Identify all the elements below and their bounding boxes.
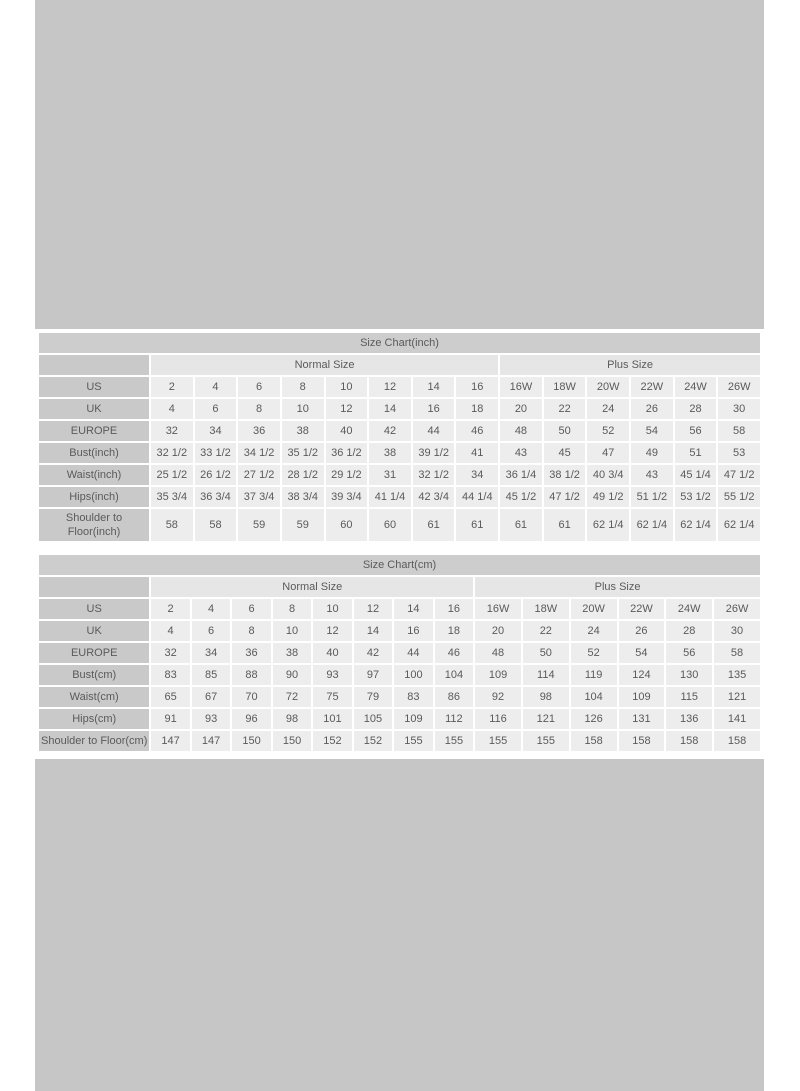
row-label: Bust(cm) xyxy=(39,665,149,685)
size-value-cell: 49 1/2 xyxy=(587,487,629,507)
size-value-cell: 6 xyxy=(195,399,237,419)
table-row xyxy=(39,421,760,441)
size-value-cell: 46 xyxy=(456,421,498,441)
size-value-cell: 34 xyxy=(195,421,237,441)
size-value-cell: 147 xyxy=(151,731,189,751)
size-value-cell: 38 xyxy=(282,421,324,441)
table-row xyxy=(39,465,760,485)
size-value-cell: 24 xyxy=(571,621,617,641)
size-value-cell: 34 1/2 xyxy=(238,443,280,463)
size-value-cell: 45 1/2 xyxy=(500,487,542,507)
size-value-cell: 53 xyxy=(718,443,760,463)
table-row xyxy=(39,687,760,707)
size-value-cell: 38 1/2 xyxy=(544,465,586,485)
size-value-cell: 8 xyxy=(232,621,270,641)
size-value-cell: 22W xyxy=(631,377,673,397)
size-value-cell: 26W xyxy=(714,599,760,619)
product-area-background xyxy=(35,0,764,1091)
size-value-cell: 45 xyxy=(544,443,586,463)
size-value-cell: 26 xyxy=(631,399,673,419)
size-value-cell: 115 xyxy=(666,687,712,707)
size-value-cell: 36 1/2 xyxy=(326,443,368,463)
row-label: EUROPE xyxy=(39,421,149,441)
size-value-cell: 16W xyxy=(475,599,521,619)
size-value-cell: 12 xyxy=(354,599,392,619)
size-value-cell: 30 xyxy=(714,621,760,641)
size-value-cell: 121 xyxy=(714,687,760,707)
table-title: Size Chart(cm) xyxy=(39,555,760,575)
size-value-cell: 61 xyxy=(500,509,542,541)
table-row xyxy=(39,487,760,507)
size-value-cell: 47 xyxy=(587,443,629,463)
size-value-cell: 147 xyxy=(192,731,230,751)
size-value-cell: 32 1/2 xyxy=(413,465,455,485)
size-value-cell: 16 xyxy=(456,377,498,397)
size-value-cell: 28 xyxy=(675,399,717,419)
size-value-cell: 51 xyxy=(675,443,717,463)
table-row xyxy=(39,709,760,729)
size-value-cell: 97 xyxy=(354,665,392,685)
size-value-cell: 40 3/4 xyxy=(587,465,629,485)
size-value-cell: 100 xyxy=(394,665,432,685)
size-value-cell: 155 xyxy=(523,731,569,751)
size-value-cell: 158 xyxy=(666,731,712,751)
size-value-cell: 4 xyxy=(151,621,189,641)
size-value-cell: 104 xyxy=(571,687,617,707)
size-value-cell: 130 xyxy=(666,665,712,685)
table-row xyxy=(39,443,760,463)
size-value-cell: 83 xyxy=(394,687,432,707)
size-value-cell: 12 xyxy=(369,377,411,397)
size-value-cell: 112 xyxy=(435,709,473,729)
table-row xyxy=(39,377,760,397)
size-value-cell: 58 xyxy=(714,643,760,663)
size-value-cell: 14 xyxy=(354,621,392,641)
size-value-cell: 83 xyxy=(151,665,189,685)
size-value-cell: 46 xyxy=(435,643,473,663)
size-value-cell: 116 xyxy=(475,709,521,729)
size-value-cell: 18 xyxy=(456,399,498,419)
size-value-cell: 14 xyxy=(394,599,432,619)
size-value-cell: 42 xyxy=(369,421,411,441)
size-value-cell: 30 xyxy=(718,399,760,419)
size-value-cell: 31 xyxy=(369,465,411,485)
size-value-cell: 98 xyxy=(523,687,569,707)
size-value-cell: 58 xyxy=(151,509,193,541)
size-chart-table-inch xyxy=(37,331,762,543)
size-value-cell: 22 xyxy=(523,621,569,641)
size-value-cell: 27 1/2 xyxy=(238,465,280,485)
size-value-cell: 40 xyxy=(326,421,368,441)
size-value-cell: 91 xyxy=(151,709,189,729)
size-value-cell: 136 xyxy=(666,709,712,729)
size-value-cell: 47 1/2 xyxy=(718,465,760,485)
table-row xyxy=(39,621,760,641)
size-value-cell: 38 3/4 xyxy=(282,487,324,507)
size-value-cell: 135 xyxy=(714,665,760,685)
size-value-cell: 12 xyxy=(313,621,351,641)
size-value-cell: 18W xyxy=(544,377,586,397)
size-value-cell: 141 xyxy=(714,709,760,729)
size-value-cell: 45 1/4 xyxy=(675,465,717,485)
size-value-cell: 10 xyxy=(313,599,351,619)
size-value-cell: 16W xyxy=(500,377,542,397)
size-value-cell: 52 xyxy=(571,643,617,663)
size-value-cell: 38 xyxy=(273,643,311,663)
size-value-cell: 58 xyxy=(718,421,760,441)
size-value-cell: 36 1/4 xyxy=(500,465,542,485)
size-value-cell: 28 xyxy=(666,621,712,641)
column-group-normal-size: Normal Size xyxy=(151,577,473,597)
size-value-cell: 65 xyxy=(151,687,189,707)
table-row xyxy=(39,665,760,685)
size-value-cell: 126 xyxy=(571,709,617,729)
size-value-cell: 32 1/2 xyxy=(151,443,193,463)
size-value-cell: 40 xyxy=(313,643,351,663)
size-value-cell: 36 3/4 xyxy=(195,487,237,507)
size-value-cell: 38 xyxy=(369,443,411,463)
size-value-cell: 24W xyxy=(675,377,717,397)
size-value-cell: 10 xyxy=(282,399,324,419)
size-value-cell: 155 xyxy=(394,731,432,751)
size-value-cell: 6 xyxy=(232,599,270,619)
size-value-cell: 6 xyxy=(192,621,230,641)
column-group-normal-size: Normal Size xyxy=(151,355,498,375)
size-value-cell: 24 xyxy=(587,399,629,419)
size-value-cell: 6 xyxy=(238,377,280,397)
size-value-cell: 86 xyxy=(435,687,473,707)
size-value-cell: 85 xyxy=(192,665,230,685)
size-value-cell: 51 1/2 xyxy=(631,487,673,507)
size-value-cell: 150 xyxy=(232,731,270,751)
size-value-cell: 54 xyxy=(619,643,665,663)
size-value-cell: 48 xyxy=(475,643,521,663)
size-value-cell: 96 xyxy=(232,709,270,729)
row-label: Waist(inch) xyxy=(39,465,149,485)
size-value-cell: 158 xyxy=(619,731,665,751)
size-value-cell: 22W xyxy=(619,599,665,619)
column-group-plus-size: Plus Size xyxy=(475,577,760,597)
size-value-cell: 8 xyxy=(273,599,311,619)
size-value-cell: 62 1/4 xyxy=(631,509,673,541)
row-label: UK xyxy=(39,621,149,641)
size-value-cell: 59 xyxy=(282,509,324,541)
row-label: Waist(cm) xyxy=(39,687,149,707)
size-value-cell: 93 xyxy=(192,709,230,729)
size-value-cell: 2 xyxy=(151,599,189,619)
size-value-cell: 109 xyxy=(475,665,521,685)
size-value-cell: 155 xyxy=(475,731,521,751)
size-value-cell: 67 xyxy=(192,687,230,707)
size-value-cell: 56 xyxy=(675,421,717,441)
size-value-cell: 105 xyxy=(354,709,392,729)
size-value-cell: 16 xyxy=(394,621,432,641)
size-value-cell: 52 xyxy=(587,421,629,441)
size-value-cell: 29 1/2 xyxy=(326,465,368,485)
size-value-cell: 90 xyxy=(273,665,311,685)
table-title: Size Chart(inch) xyxy=(39,333,760,353)
size-value-cell: 39 3/4 xyxy=(326,487,368,507)
size-value-cell: 61 xyxy=(544,509,586,541)
size-value-cell: 41 xyxy=(456,443,498,463)
column-group-row xyxy=(39,355,760,375)
size-value-cell: 62 1/4 xyxy=(718,509,760,541)
size-value-cell: 62 1/4 xyxy=(675,509,717,541)
size-value-cell: 53 1/2 xyxy=(675,487,717,507)
size-value-cell: 109 xyxy=(394,709,432,729)
size-value-cell: 18 xyxy=(435,621,473,641)
size-value-cell: 152 xyxy=(354,731,392,751)
size-value-cell: 59 xyxy=(238,509,280,541)
size-value-cell: 22 xyxy=(544,399,586,419)
size-value-cell: 121 xyxy=(523,709,569,729)
size-value-cell: 50 xyxy=(544,421,586,441)
size-value-cell: 101 xyxy=(313,709,351,729)
row-label: EUROPE xyxy=(39,643,149,663)
size-value-cell: 39 1/2 xyxy=(413,443,455,463)
size-value-cell: 155 xyxy=(435,731,473,751)
row-label: Hips(cm) xyxy=(39,709,149,729)
size-value-cell: 88 xyxy=(232,665,270,685)
table-row xyxy=(39,399,760,419)
size-value-cell: 36 xyxy=(232,643,270,663)
size-value-cell: 14 xyxy=(369,399,411,419)
size-value-cell: 119 xyxy=(571,665,617,685)
size-value-cell: 35 3/4 xyxy=(151,487,193,507)
size-value-cell: 50 xyxy=(523,643,569,663)
size-value-cell: 24W xyxy=(666,599,712,619)
size-value-cell: 70 xyxy=(232,687,270,707)
size-value-cell: 32 xyxy=(151,643,189,663)
corner-cell xyxy=(39,577,149,597)
size-value-cell: 2 xyxy=(151,377,193,397)
size-value-cell: 20W xyxy=(587,377,629,397)
row-label: Shoulder to Floor(cm) xyxy=(39,731,149,751)
row-label: US xyxy=(39,377,149,397)
size-value-cell: 131 xyxy=(619,709,665,729)
size-value-cell: 12 xyxy=(326,399,368,419)
size-value-cell: 109 xyxy=(619,687,665,707)
size-value-cell: 55 1/2 xyxy=(718,487,760,507)
size-value-cell: 43 xyxy=(500,443,542,463)
size-value-cell: 42 3/4 xyxy=(413,487,455,507)
size-value-cell: 56 xyxy=(666,643,712,663)
row-label: Shoulder to Floor(inch) xyxy=(39,509,149,541)
row-label: Hips(inch) xyxy=(39,487,149,507)
size-value-cell: 36 xyxy=(238,421,280,441)
size-value-cell: 93 xyxy=(313,665,351,685)
size-value-cell: 20W xyxy=(571,599,617,619)
table-row xyxy=(39,599,760,619)
size-value-cell: 8 xyxy=(282,377,324,397)
size-value-cell: 49 xyxy=(631,443,673,463)
size-value-cell: 16 xyxy=(435,599,473,619)
size-value-cell: 44 1/4 xyxy=(456,487,498,507)
column-group-row xyxy=(39,577,760,597)
size-value-cell: 16 xyxy=(413,399,455,419)
size-value-cell: 150 xyxy=(273,731,311,751)
size-value-cell: 14 xyxy=(413,377,455,397)
table-row xyxy=(39,509,760,541)
size-value-cell: 152 xyxy=(313,731,351,751)
size-value-cell: 32 xyxy=(151,421,193,441)
size-value-cell: 4 xyxy=(192,599,230,619)
size-value-cell: 104 xyxy=(435,665,473,685)
size-value-cell: 34 xyxy=(192,643,230,663)
size-value-cell: 10 xyxy=(273,621,311,641)
size-value-cell: 47 1/2 xyxy=(544,487,586,507)
row-label: Bust(inch) xyxy=(39,443,149,463)
size-chart-panel xyxy=(35,329,764,759)
row-label: UK xyxy=(39,399,149,419)
table-title-row xyxy=(39,333,760,353)
size-value-cell: 25 1/2 xyxy=(151,465,193,485)
size-value-cell: 41 1/4 xyxy=(369,487,411,507)
size-value-cell: 42 xyxy=(354,643,392,663)
size-value-cell: 4 xyxy=(151,399,193,419)
table-row xyxy=(39,731,760,751)
size-value-cell: 43 xyxy=(631,465,673,485)
size-value-cell: 33 1/2 xyxy=(195,443,237,463)
size-value-cell: 26W xyxy=(718,377,760,397)
size-value-cell: 158 xyxy=(571,731,617,751)
size-value-cell: 8 xyxy=(238,399,280,419)
size-value-cell: 26 1/2 xyxy=(195,465,237,485)
column-group-plus-size: Plus Size xyxy=(500,355,760,375)
table-title-row xyxy=(39,555,760,575)
size-value-cell: 10 xyxy=(326,377,368,397)
size-value-cell: 35 1/2 xyxy=(282,443,324,463)
size-value-cell: 18W xyxy=(523,599,569,619)
size-value-cell: 79 xyxy=(354,687,392,707)
size-value-cell: 124 xyxy=(619,665,665,685)
size-value-cell: 98 xyxy=(273,709,311,729)
size-value-cell: 44 xyxy=(394,643,432,663)
size-value-cell: 75 xyxy=(313,687,351,707)
size-value-cell: 48 xyxy=(500,421,542,441)
size-value-cell: 58 xyxy=(195,509,237,541)
size-value-cell: 34 xyxy=(456,465,498,485)
size-value-cell: 62 1/4 xyxy=(587,509,629,541)
corner-cell xyxy=(39,355,149,375)
size-value-cell: 92 xyxy=(475,687,521,707)
size-value-cell: 20 xyxy=(500,399,542,419)
row-label: US xyxy=(39,599,149,619)
size-value-cell: 158 xyxy=(714,731,760,751)
size-chart-table-cm xyxy=(37,553,762,753)
size-value-cell: 37 3/4 xyxy=(238,487,280,507)
table-row xyxy=(39,643,760,663)
size-value-cell: 61 xyxy=(413,509,455,541)
size-value-cell: 61 xyxy=(456,509,498,541)
size-value-cell: 4 xyxy=(195,377,237,397)
size-value-cell: 26 xyxy=(619,621,665,641)
size-value-cell: 44 xyxy=(413,421,455,441)
size-value-cell: 114 xyxy=(523,665,569,685)
size-value-cell: 72 xyxy=(273,687,311,707)
size-value-cell: 28 1/2 xyxy=(282,465,324,485)
size-value-cell: 20 xyxy=(475,621,521,641)
size-value-cell: 54 xyxy=(631,421,673,441)
size-value-cell: 60 xyxy=(326,509,368,541)
size-value-cell: 60 xyxy=(369,509,411,541)
